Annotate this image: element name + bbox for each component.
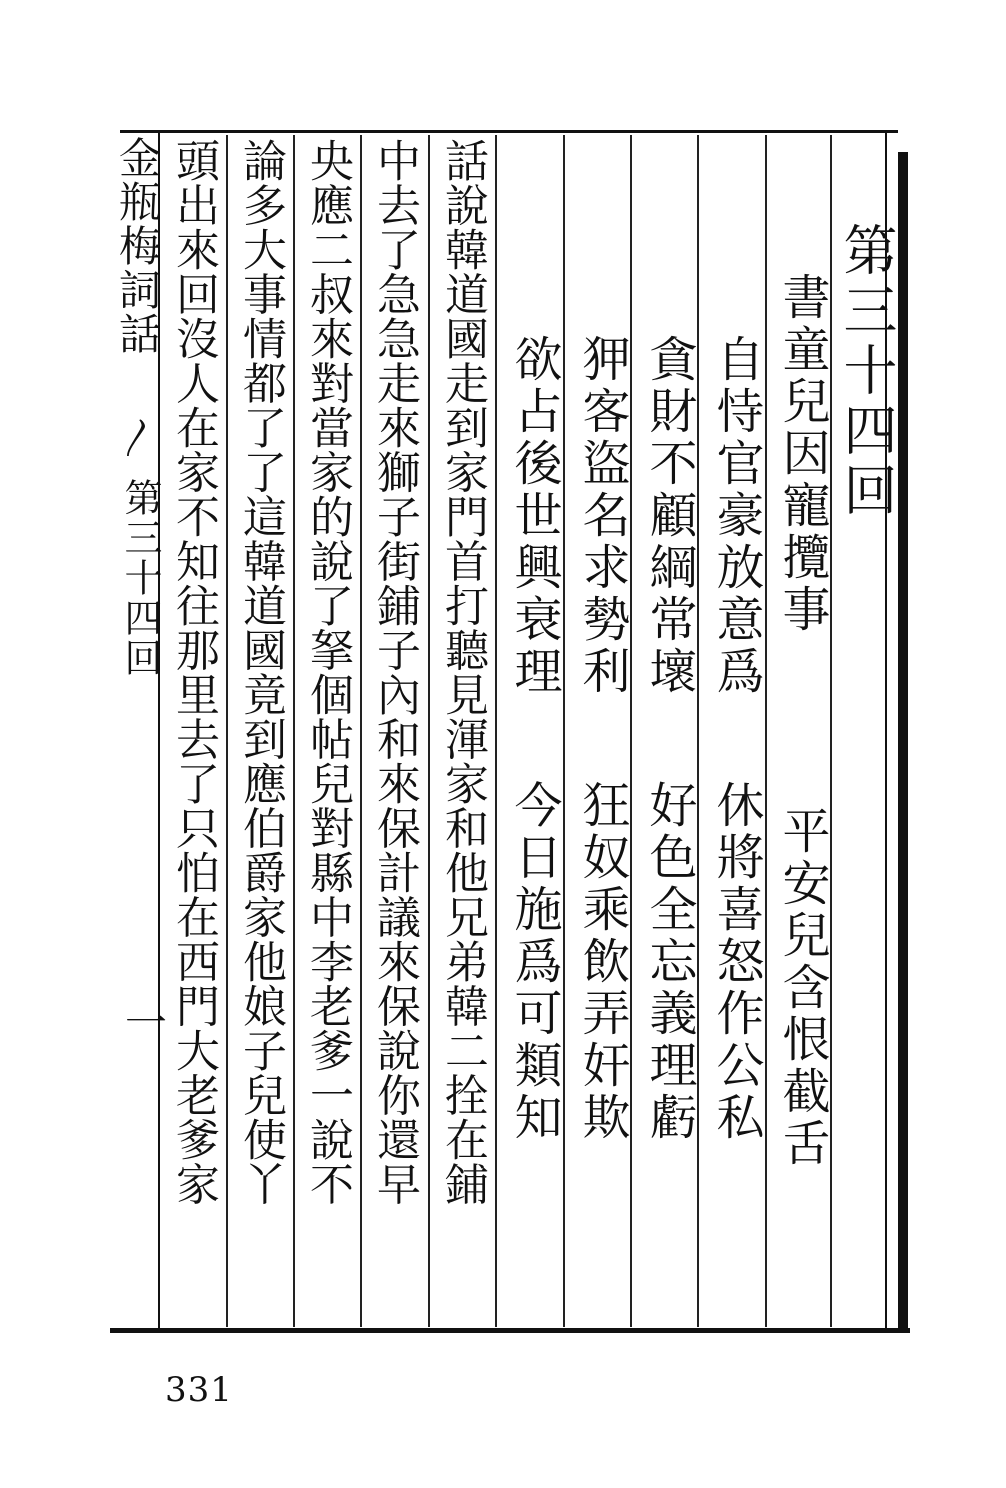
column-rule [428, 135, 430, 1327]
column-rule [697, 135, 699, 1327]
poem-line: 自恃官豪放意爲 [708, 334, 764, 698]
body-column-3: 央應二叔來對當家的說了拏個帖兒對縣中李老爹一說不 [302, 138, 353, 1206]
frame-right-border [898, 152, 908, 1332]
poem-line: 好色全忘義理虧 [641, 780, 697, 1144]
column-rule [226, 135, 228, 1327]
column-rule [630, 135, 632, 1327]
column-rule [563, 135, 565, 1327]
frame-bottom-border [110, 1328, 910, 1333]
column-rule [293, 135, 295, 1327]
poem-line: 今日施爲可類知 [506, 780, 562, 1144]
margin-book-title: 金瓶梅詞話 [113, 136, 162, 356]
column-rule [765, 135, 767, 1327]
frame-top-border [120, 130, 898, 133]
margin-chapter-label: 第三十四回 [118, 478, 162, 678]
page-number: 331 [165, 1370, 233, 1410]
margin-leaf-number: 一 [119, 1000, 168, 1044]
body-column-5: 頭出來回沒人在家不知往那里去了只怕在西門大老爹家 [168, 138, 219, 1206]
body-column-4: 論多大事情都了了這韓道國竟到應伯爵家他娘子兒使丫 [235, 138, 286, 1206]
poem-line: 狎客盜名求勢利 [574, 334, 630, 698]
couplet-right: 書童兒因寵攬事 [774, 272, 830, 636]
couplet-left: 平安兒含恨截舌 [774, 806, 830, 1170]
body-column-1: 話說韓道國走到家門首打聽見渾家和他兄弟韓二拴在鋪 [437, 138, 488, 1206]
chapter-title: 第三十四回 [835, 222, 898, 522]
poem-line: 狂奴乘飲弄奸欺 [574, 780, 630, 1144]
column-rule [360, 135, 362, 1327]
poem-line: 休將喜怒作公私 [708, 780, 764, 1144]
body-column-2: 中去了急急走來獅子街鋪子內和來保計議來保說你還早 [369, 138, 420, 1206]
column-rule [495, 135, 497, 1327]
fold-fish-tail-mark: 〳 [118, 415, 158, 461]
poem-line: 貪財不顧綱常壞 [641, 334, 697, 698]
poem-line: 欲占後世興衰理 [506, 334, 562, 698]
